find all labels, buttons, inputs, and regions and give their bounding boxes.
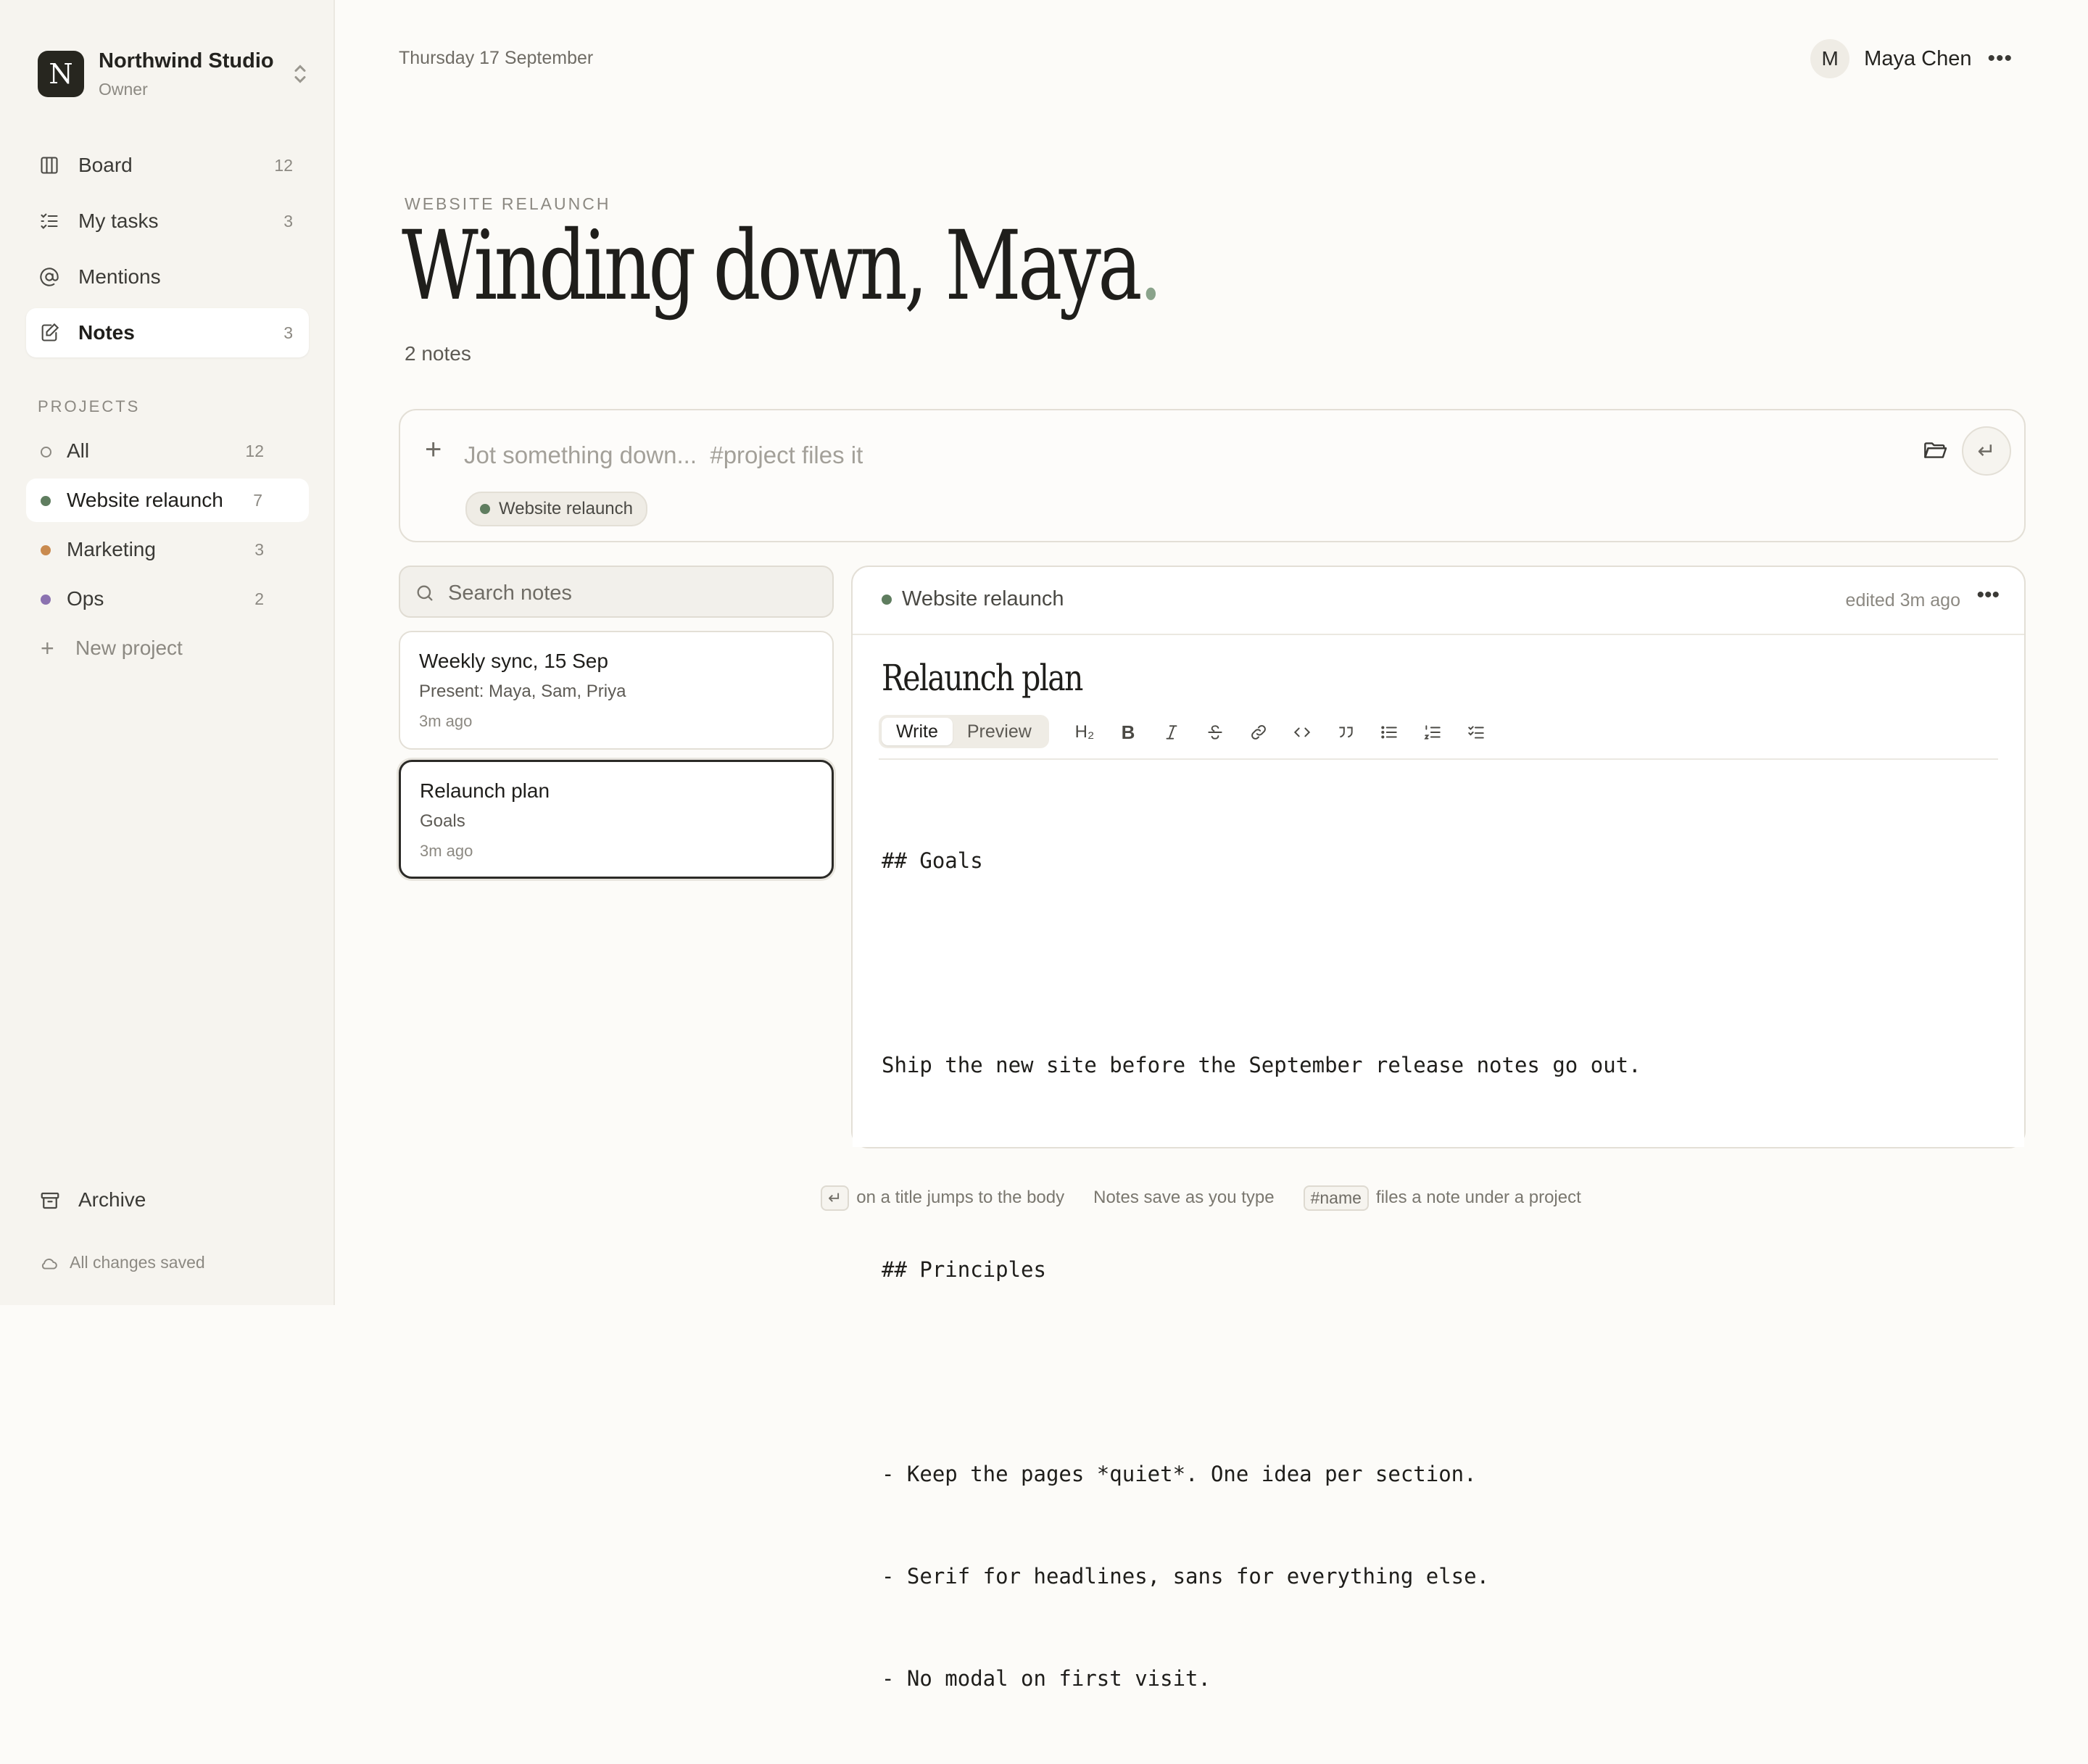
body-line: ## Principles	[882, 1257, 1046, 1282]
code-icon[interactable]	[1289, 719, 1315, 745]
body-line: - Keep the pages *quiet*. One idea per section.	[882, 1462, 1477, 1486]
heading-button[interactable]: H₂	[1074, 722, 1095, 742]
nav-item-my-tasks[interactable]	[26, 196, 309, 246]
archive-icon	[39, 1190, 61, 1212]
note-card-title: Weekly sync, 15 Sep	[419, 650, 608, 672]
write-preview-toggle	[879, 715, 1049, 748]
project-dot	[41, 545, 51, 555]
project-label: Website relaunch	[67, 489, 223, 511]
body-line: - Serif for headlines, sans for everything else.	[882, 1564, 1490, 1589]
nav-label: Board	[78, 154, 133, 176]
nav-item-notes[interactable]	[26, 308, 309, 357]
notes-icon	[39, 323, 59, 343]
plus-icon: +	[425, 434, 442, 465]
project-item-all[interactable]	[26, 429, 309, 473]
hint-text: files a note under a project	[1375, 1188, 1581, 1207]
note-card-preview: Present: Maya, Sam, Priya	[419, 682, 626, 701]
body-line	[882, 1151, 1984, 1185]
bullet-list-icon[interactable]	[1376, 719, 1402, 745]
project-count: 3	[254, 539, 264, 559]
page-title-dot: .	[1138, 210, 1160, 322]
note-card-title: Relaunch plan	[420, 779, 550, 802]
note-card-time: 3m ago	[419, 712, 473, 730]
project-count: 12	[245, 441, 264, 460]
body-line: ## Goals	[882, 848, 983, 873]
editor-project[interactable]	[882, 587, 1064, 611]
body-line	[882, 1355, 1984, 1389]
project-dot	[41, 496, 51, 506]
nav-count: 3	[283, 323, 293, 342]
project-label: Ops	[67, 587, 104, 610]
archive-button[interactable]	[26, 1176, 309, 1224]
archive-label: Archive	[78, 1188, 146, 1211]
format-toolbar	[879, 715, 1998, 760]
nav-item-board[interactable]	[26, 141, 309, 190]
editor-fade	[853, 1103, 2024, 1147]
bold-button[interactable]: B	[1121, 721, 1135, 743]
cloud-icon	[39, 1255, 58, 1271]
project-count: 2	[254, 589, 264, 608]
submit-enter-button[interactable]	[1962, 426, 2011, 476]
page-title	[402, 210, 1159, 322]
project-dot	[480, 504, 490, 514]
link-icon[interactable]	[1246, 719, 1272, 745]
search-notes	[399, 566, 834, 618]
at-icon	[39, 267, 59, 287]
project-item-website-relaunch[interactable]	[26, 479, 309, 522]
quick-note-composer	[399, 409, 2026, 542]
note-card-time: 3m ago	[420, 842, 473, 860]
note-card[interactable]	[399, 631, 834, 750]
project-dot	[41, 447, 51, 457]
projects-heading: PROJECTS	[38, 397, 141, 415]
workspace-role: Owner	[99, 80, 148, 99]
note-body-editor[interactable]	[882, 776, 1984, 1764]
plus-icon: +	[41, 634, 54, 661]
user-menu[interactable]	[1810, 38, 2013, 80]
italic-icon[interactable]	[1159, 719, 1185, 745]
more-icon[interactable]: •••	[1976, 583, 2000, 607]
hint-text: on a title jumps to the body	[856, 1188, 1065, 1207]
sidebar	[0, 0, 335, 1305]
new-project-button[interactable]	[26, 626, 309, 670]
editor-header	[853, 567, 2024, 635]
hint-text: Notes save as you type	[1093, 1188, 1275, 1207]
nav-item-mentions[interactable]	[26, 252, 309, 302]
project-list	[26, 429, 309, 670]
project-item-ops[interactable]	[26, 577, 309, 621]
search-input[interactable]	[447, 577, 812, 609]
avatar: M	[1810, 39, 1849, 78]
folder-icon[interactable]	[1923, 439, 1947, 461]
nav-label: My tasks	[78, 210, 159, 232]
note-title[interactable]: Relaunch plan	[882, 657, 1082, 699]
chevron-up-down-icon[interactable]	[287, 61, 313, 87]
note-card-preview: Goals	[420, 811, 465, 831]
body-line: Ship the new site before the September release notes go out.	[882, 1053, 1641, 1077]
tag-key-hint: #name	[1304, 1185, 1369, 1211]
quote-icon[interactable]	[1333, 719, 1359, 745]
project-dot	[41, 595, 51, 605]
project-label: Marketing	[67, 538, 156, 560]
quick-note-input[interactable]	[463, 436, 1843, 474]
workspace-name: Northwind Studio	[99, 49, 274, 73]
project-chip[interactable]	[465, 492, 647, 526]
new-project-label: New project	[75, 637, 183, 659]
numbered-list-icon[interactable]	[1420, 719, 1446, 745]
nav-count: 3	[283, 211, 293, 231]
nav-label: Mentions	[78, 265, 161, 288]
workspace-switcher[interactable]	[38, 49, 313, 99]
save-status-text: All changes saved	[70, 1253, 205, 1272]
checklist-icon[interactable]	[1463, 719, 1489, 745]
body-line	[882, 946, 1984, 980]
user-name: Maya Chen	[1864, 46, 1972, 70]
enter-key-hint: ↵	[821, 1185, 849, 1211]
project-count: 7	[253, 490, 262, 510]
strikethrough-icon[interactable]	[1202, 719, 1228, 745]
note-count: 2 notes	[405, 342, 471, 365]
project-item-marketing[interactable]	[26, 528, 309, 571]
tab-write[interactable]: Write	[882, 718, 953, 745]
tab-preview[interactable]: Preview	[966, 721, 1032, 742]
body-line: - No modal on first visit.	[882, 1666, 1211, 1691]
nav-count: 12	[274, 155, 293, 175]
enter-icon: ↵	[1977, 439, 1996, 463]
save-status	[39, 1253, 205, 1272]
main-nav	[26, 141, 309, 364]
note-card-selected[interactable]	[399, 760, 834, 879]
nav-label: Notes	[78, 321, 135, 344]
page-eyebrow: WEBSITE RELAUNCH	[405, 194, 611, 213]
board-icon	[39, 155, 59, 175]
current-date: Thursday 17 September	[399, 48, 594, 68]
project-chip-label: Website relaunch	[499, 499, 633, 518]
keyboard-hints	[821, 1183, 1581, 1212]
editor-project-label: Website relaunch	[902, 587, 1064, 610]
more-icon[interactable]: •••	[1987, 46, 2013, 70]
project-label: All	[67, 439, 90, 462]
search-icon	[415, 583, 435, 603]
page-title-text: Winding down, Maya	[402, 210, 1139, 322]
project-dot	[882, 595, 892, 605]
tasks-icon	[39, 211, 59, 231]
edited-timestamp: edited 3m ago	[1845, 590, 1960, 610]
workspace-logo: N	[38, 51, 84, 97]
